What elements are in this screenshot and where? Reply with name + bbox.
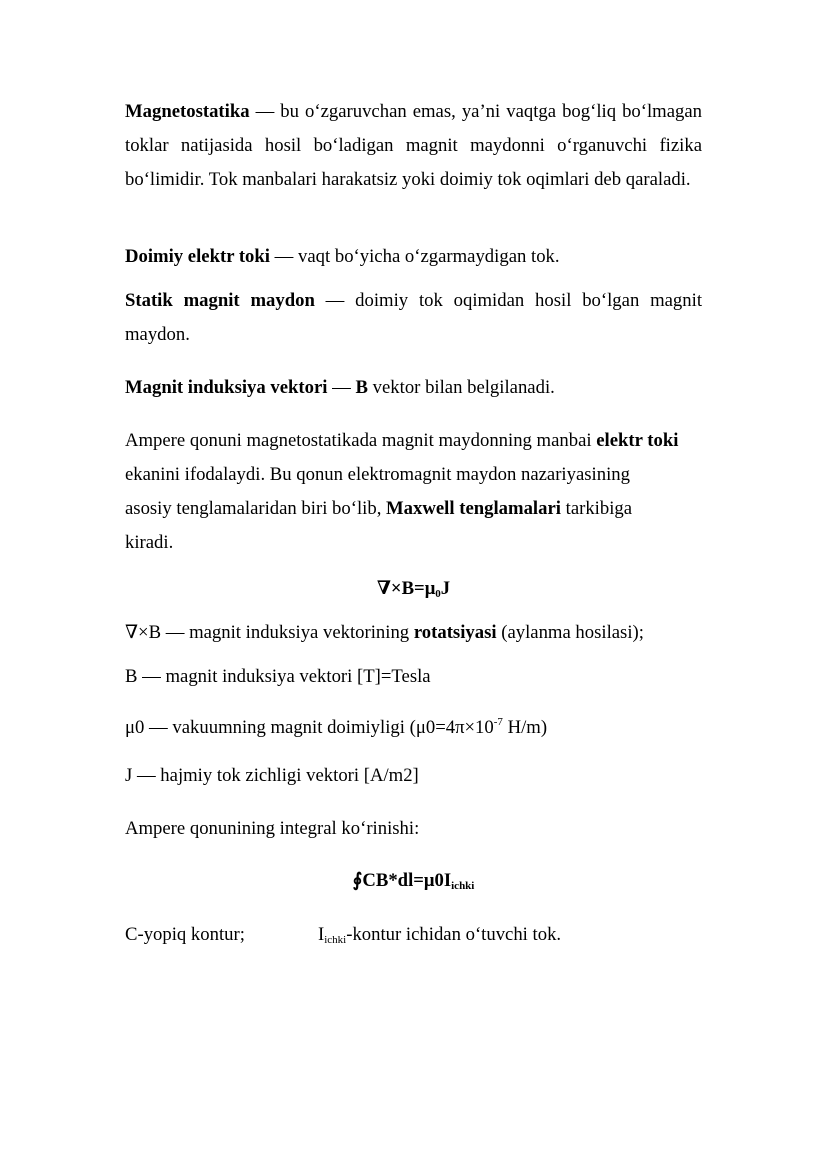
equation-main: ∇×B=μ — [376, 578, 436, 599]
definition-contour: C-yopiq kontur; — [125, 924, 245, 945]
integral-intro: Ampere qonunining integral ko‘rinishi: — [125, 818, 420, 839]
term-rotatsiyasi: rotatsiyasi — [413, 622, 497, 643]
equation-subscript: ichki — [451, 880, 475, 892]
equation-ampere-differential — [0, 574, 827, 609]
term-statik-magnit-maydon: Statik magnit maydon — [125, 290, 315, 311]
paragraph-text: vektor bilan belgilanadi. — [367, 377, 555, 398]
paragraph-text: — vaqt bo‘yicha o‘zgarmaydigan tok. — [269, 246, 560, 267]
term-elektr-toki: elektr toki — [596, 430, 679, 451]
term-maxwell-tenglamalari: Maxwell tenglamalari — [386, 498, 561, 519]
equation-subscript: 0 — [435, 588, 441, 600]
paragraph-ampere-law — [125, 424, 715, 560]
definition-text: ∇×B — magnit induksiya vektorining — [125, 622, 414, 643]
paragraph-text: ekanini ifodalaydi. Bu qonun elektromagnit maydon nazariyasining — [125, 464, 630, 485]
dash-separator: — — [327, 377, 356, 398]
symbol-subscript: ichki — [324, 934, 347, 946]
paragraph-magnetostatika — [125, 95, 702, 197]
symbol-b: B — [355, 377, 368, 398]
definition-curl — [125, 618, 644, 648]
definition-enclosed-current — [318, 920, 561, 955]
equation-ampere-integral — [0, 866, 827, 901]
equation-tail: J — [440, 578, 451, 599]
paragraph-text: Ampere qonuni magnetostatikada magnit maydonning manbai — [125, 430, 597, 451]
definition-b: B — magnit induksiya vektori [T]=Tesla — [125, 666, 431, 687]
term-magnit-induksiya-vektori: Magnit induksiya vektori — [125, 377, 328, 398]
paragraph-text: kiradi. — [125, 532, 174, 553]
paragraph-text: — bu o‘zgaruvchan emas, ya’ni vaqtga bog‘liq bo‘lmagan toklar natijasida hosil bo‘ladigan magnit maydonni o‘rganuvchi fizika bo‘limidir. Tok manbalari harakatsiz yoki doimiy tok oqimlari deb qaraladi. — [125, 101, 702, 190]
definition-text: H/m) — [502, 717, 548, 738]
paragraph-text: asosiy tenglamalaridan biri bo‘lib, — [125, 498, 387, 519]
definition-mu0 — [125, 707, 547, 743]
definition-text: -kontur ichidan o‘tuvchi tok. — [346, 924, 562, 945]
symbol-i: I — [318, 924, 325, 945]
equation-main: ∮CB*dl=μ0I — [352, 870, 452, 891]
paragraph-text: tarkibiga — [560, 498, 633, 519]
paragraph-magnit-induksiya-vektori — [125, 371, 702, 405]
term-magnetostatika: Magnetostatika — [125, 101, 250, 122]
definition-j: J — hajmiy tok zichligi vektori [A/m2] — [125, 765, 419, 786]
term-doimiy-elektr-toki: Doimiy elektr toki — [125, 246, 270, 267]
definition-text: μ0 — vakuumning magnit doimiyligi (μ0=4π×10 — [125, 717, 494, 738]
definition-text: (aylanma hosilasi); — [496, 622, 644, 643]
paragraph-doimiy-elektr-toki — [125, 240, 702, 274]
paragraph-statik-magnit-maydon — [125, 284, 702, 352]
exponent: -7 — [493, 716, 503, 728]
paragraph-text: — doimiy tok oqimidan hosil bo‘lgan magnit maydon. — [125, 290, 703, 345]
